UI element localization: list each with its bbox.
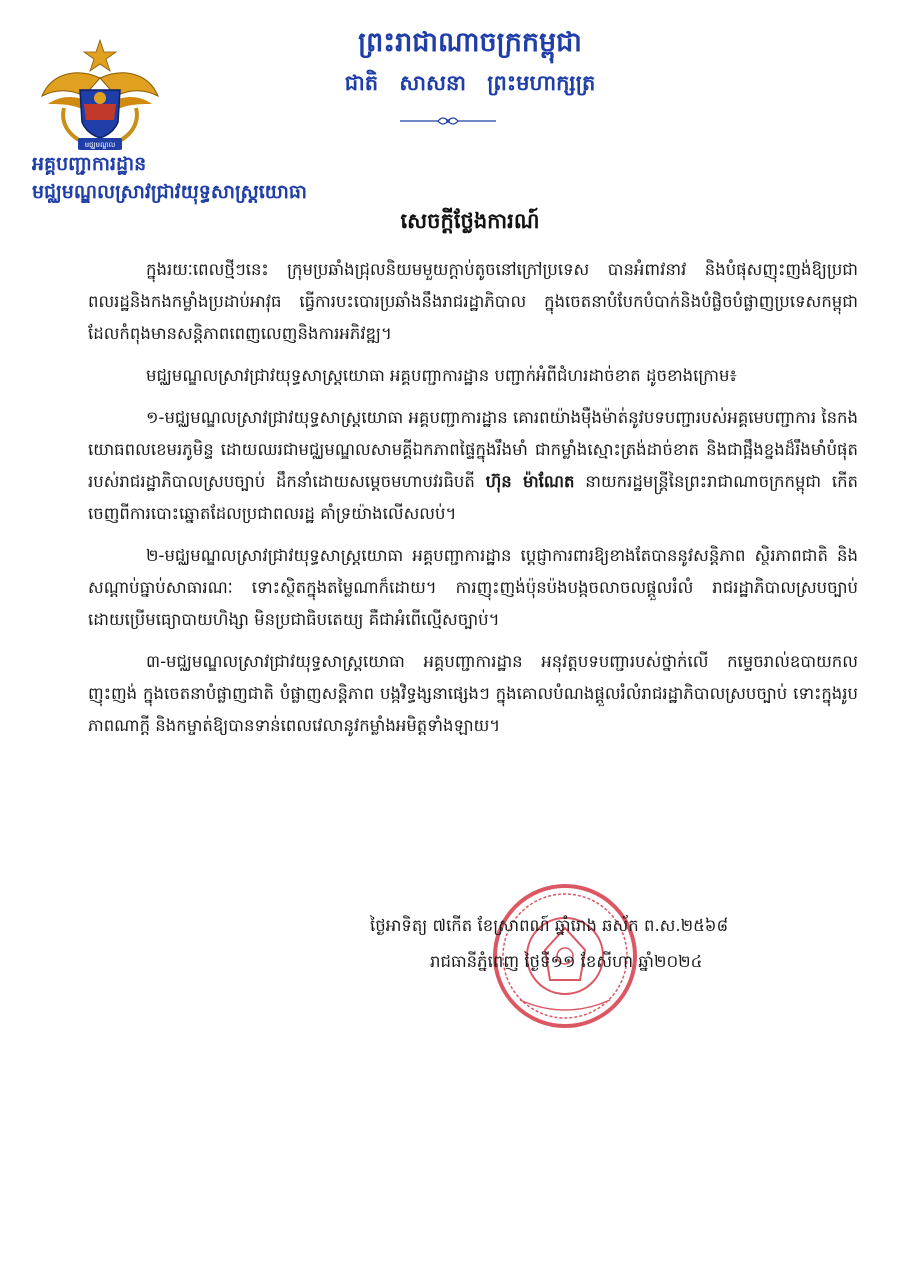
org-name-line1: អគ្គបញ្ជាការដ្ឋាន xyxy=(32,153,147,175)
point-1-text-after: នាយករដ្ឋមន្ត្រីនៃព្រះរាជាណាចក្រកម្ពុជា កើតចេញពីការបោះឆ្នោតដែលប្រជាពលរដ្ឋ គាំទ្រយ៉ាងលើសលប់។ xyxy=(88,472,859,523)
point-1-text-before: ១-មជ្ឈមណ្ឌលស្រាវជ្រាវយុទ្ធសាស្ត្រយោធា អគ្គបញ្ជាការដ្ឋាន គោរពយ៉ាងម៉ឺងម៉ាត់នូវបទបញ្ជារបស់អគ្គមេបញ្ជាការ នៃកងយោធពលខេមរភូមិន្ទ ដោយឈរជាមជ្ឈមណ្ឌលសាមគ្គីឯកភាពផ្ទៃក្នុងរឹងមាំ ជាកម្លាំងស្មោះត្រង់ដាច់ខាត និងជាផ្អឹងខ្នងដ៏រឹងមាំបំផុតរបស់រាជរដ្ឋាភិបាលស្របច្បាប់ ដឹកនាំដោយសម្ដេចមហាបវរធិបតី xyxy=(88,408,858,491)
military-emblem-icon xyxy=(38,38,162,156)
point-1-paragraph xyxy=(88,402,858,530)
emblem-banner-text: មជ្ឈមណ្ឌល xyxy=(84,141,116,149)
point-2-paragraph: ២-មជ្ឈមណ្ឌលស្រាវជ្រាវយុទ្ធសាស្ត្រយោធា អគ្គបញ្ជាការដ្ឋាន ប្ដេជ្ញាការពារឱ្យខាងតែបាននូវសន្តិភាព ស្ថិរភាពជាតិ និងសណ្ដាប់ធ្នាប់សាធារណៈ ទោះស្ថិតក្នុងតម្លៃណាក៏ដោយ។ ការញុះញង់ប៉ុនប៉ងបង្កចលាចលផ្ដួលរំលំ រាជរដ្ឋាភិបាលស្របច្បាប់ ដោយប្រើមធ្យោបាយហិង្សា មិនប្រជាធិបតេយ្យ គឺជាអំពើល្មើសច្បាប់។ xyxy=(88,546,858,629)
ornament-divider xyxy=(398,114,498,128)
kingdom-title: ព្រះរាជាណាចក្រកម្ពុជា xyxy=(358,27,582,58)
document-title: សេចក្ដីថ្លែងការណ៍ xyxy=(400,209,540,233)
org-name-line2: មជ្ឈមណ្ឌលស្រាវជ្រាវយុទ្ធសាស្ត្រយោធា xyxy=(32,181,307,203)
position-paragraph: មជ្ឈមណ្ឌលស្រាវជ្រាវយុទ្ធសាស្ត្រយោធា អគ្គបញ្ជាការដ្ឋាន បញ្ជាក់អំពីជំហរដាច់ខាត ដូចខាងក្រោម៖ xyxy=(146,366,737,385)
intro-paragraph: ក្នុងរយៈពេលថ្មីៗនេះ ក្រុមប្រឆាំងជ្រុលនិយមមួយក្ដាប់តូចនៅក្រៅប្រទេស បានអំពាវនាវ និងបំផុសញុះញង់ឱ្យប្រជាពលរដ្ឋនិងកងកម្លាំងប្រដាប់អាវុធ ធ្វើការបះបោរប្រឆាំងនឹងរាជរដ្ឋាភិបាល ក្នុងចេតនាបំបែកបំបាក់និងបំផ្លិចបំផ្លាញប្រទេសកម្ពុជា ដែលកំពុងមានសន្តិភាពពេញលេញនិងការអភិវឌ្ឍ។ xyxy=(88,260,858,343)
document-body xyxy=(88,254,858,752)
place-and-date: រាជធានីភ្នំពេញ ថ្ងៃទី១១ ខែសីហា ឆ្នាំ២០២៤ xyxy=(430,952,703,971)
national-motto: ជាតិ សាសនា ព្រះមហាក្សត្រ xyxy=(344,71,596,95)
prime-minister-name: ហ៊ុន ម៉ាណែត xyxy=(485,472,575,491)
point-3-paragraph: ៣-មជ្ឈមណ្ឌលស្រាវជ្រាវយុទ្ធសាស្ត្រយោធា អគ្គបញ្ជាការដ្ឋាន អនុវត្តបទបញ្ជារបស់ថ្នាក់លើ កម្ទេចរាល់ឧបាយកលញុះញង់ ក្នុងចេតនាបំផ្លាញជាតិ បំផ្លាញសន្តិភាព បង្កវិទ្ធង្សនាផ្សេងៗ ក្នុងគោលបំណងផ្ដួលរំលំរាជរដ្ឋាភិបាលស្របច្បាប់ ទោះក្នុងរូបភាពណាក្ដី និងកម្ចាត់ឱ្យបានទាន់ពេលវេលានូវកម្លាំងអមិត្តទាំងឡាយ។ xyxy=(88,652,858,735)
lunar-date: ថ្ងៃអាទិត្យ ៧កើត ខែស្រាពណ៍ ឆ្នាំរោង ឆស័ក ព.ស.២៥៦៨ xyxy=(370,916,729,935)
